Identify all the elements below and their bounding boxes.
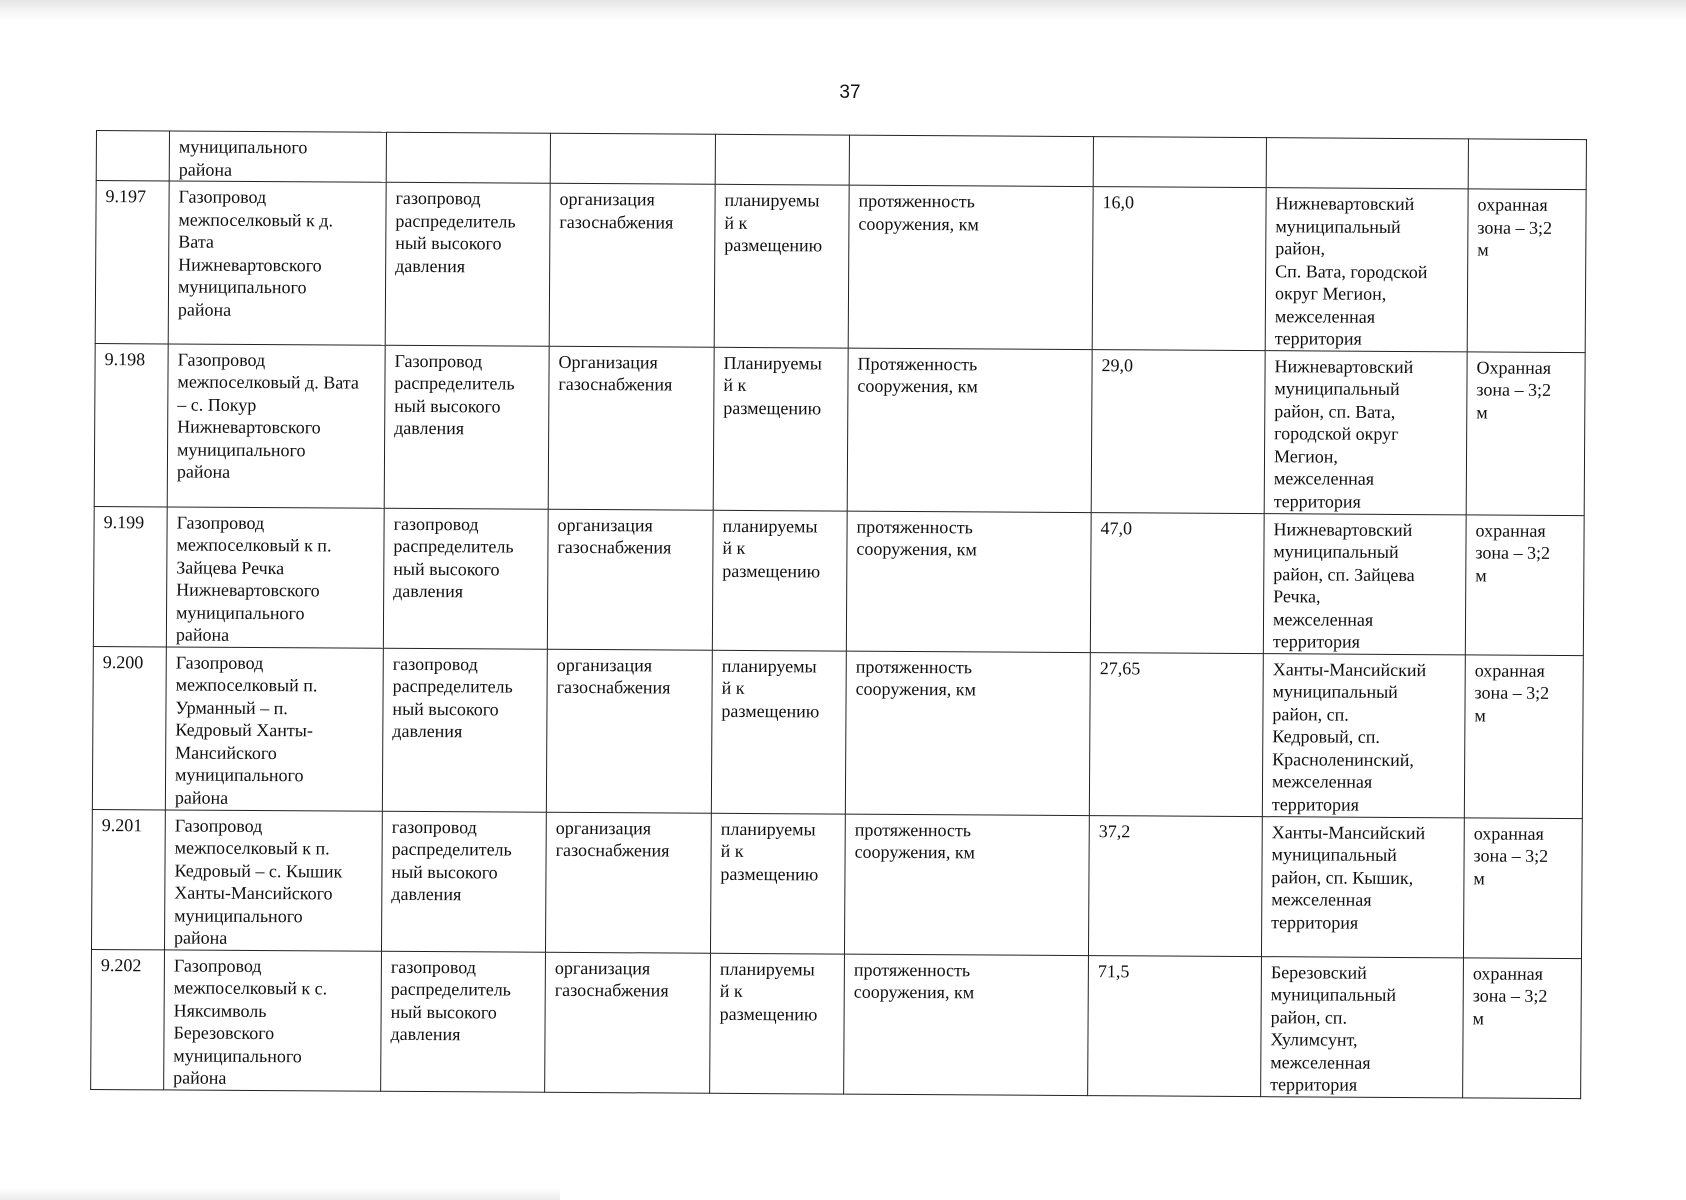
object-type-cell: газопровод распределитель ный высокого давления — [381, 811, 546, 952]
protection-zone-cell: охранная зона – 3;2 м — [1467, 189, 1586, 352]
parameter-cell — [849, 135, 1093, 186]
gas-pipeline-table — [90, 130, 1587, 1099]
purpose-cell: организация газоснабжения — [549, 183, 715, 347]
value-cell: 16,0 — [1092, 187, 1266, 351]
object-name-cell: муниципального района — [169, 131, 386, 182]
object-name-cell: Газопровод межпоселковый к п. Зайцева Речка Нижневартовского муниципального района — [166, 506, 384, 647]
purpose-cell: Организация газоснабжения — [548, 346, 714, 510]
row-number-cell: 9.197 — [95, 181, 169, 344]
table-row — [91, 949, 1582, 1098]
location-cell: Нижневартовский муниципальный район, сп. Вата, городской округ Мегион, межселенная территория — [1264, 350, 1467, 514]
table-row — [95, 181, 1586, 353]
status-cell: планируемы й к размещению — [710, 953, 845, 1094]
value-cell: 47,0 — [1090, 512, 1264, 653]
row-number-cell: 9.200 — [92, 646, 166, 809]
location-cell: Нижневартовский муниципальный район, Сп. Вата, городской округ Мегион, межселенная территория — [1265, 188, 1468, 352]
object-type-cell: газопровод распределитель ный высокого давления — [383, 508, 548, 649]
purpose-cell: организация газоснабжения — [546, 649, 712, 813]
location-cell: Ханты-Мансийский муниципальный район, сп. Кышик, межселенная территория — [1261, 816, 1464, 957]
object-type-cell: газопровод распределитель ный высокого давления — [382, 648, 547, 812]
protection-zone-cell: охранная зона – 3;2 м — [1463, 957, 1582, 1098]
protection-zone-cell: Охранная зона – 3;2 м — [1466, 351, 1585, 515]
location-cell: Нижневартовский муниципальный район, сп. Зайцева Речка, межселенная территория — [1263, 513, 1466, 654]
row-number-cell: 9.199 — [93, 506, 167, 646]
value-cell: 37,2 — [1088, 815, 1262, 956]
row-number-cell: 9.201 — [91, 809, 165, 949]
parameter-cell: протяженность сооружения, км — [846, 511, 1091, 652]
status-cell: планируемы й к размещению — [711, 650, 846, 814]
object-name-cell: Газопровод межпоселковый к д. Вата Нижневартовского муниципального района — [168, 181, 386, 345]
table-row — [92, 646, 1583, 818]
status-cell: планируемы й к размещению — [712, 510, 847, 651]
location-cell — [1266, 138, 1468, 189]
parameter-cell: протяженность сооружения, км — [844, 954, 1089, 1095]
object-type-cell: Газопровод распределитель ный высокого давления — [384, 345, 549, 509]
row-number-cell — [96, 131, 169, 181]
protection-zone-cell: охранная зона – 3;2 м — [1465, 514, 1584, 655]
parameter-cell: протяженность сооружения, км — [848, 185, 1093, 349]
status-cell: планируемы й к размещению — [710, 813, 845, 954]
purpose-cell: организация газоснабжения — [545, 952, 711, 1093]
parameter-cell: Протяженность сооружения, км — [847, 348, 1092, 512]
protection-zone-cell: охранная зона – 3;2 м — [1464, 654, 1583, 818]
object-name-cell: Газопровод межпоселковый д. Вата – с. Покур Нижневартовского муниципального района — [167, 343, 385, 507]
protection-zone-cell: охранная зона – 3;2 м — [1463, 817, 1582, 958]
row-number-cell: 9.202 — [91, 949, 165, 1089]
scan-shadow-bottom — [0, 1188, 560, 1200]
location-cell: Ханты-Мансийский муниципальный район, сп. Кедровый, сп. Красноленинский, межселенная территория — [1262, 653, 1465, 817]
object-name-cell: Газопровод межпоселковый к с. Няксимволь Березовского муниципального района — [164, 949, 382, 1090]
row-number-cell: 9.198 — [94, 343, 168, 506]
page-number: 37 — [839, 82, 861, 103]
purpose-cell — [550, 133, 715, 184]
status-cell: Планируемы й к размещению — [713, 347, 848, 511]
parameter-cell: протяженность сооружения, км — [845, 651, 1090, 815]
scan-shadow-top — [0, 0, 1686, 22]
protection-zone-cell — [1468, 139, 1586, 190]
status-cell: планируемы й к размещению — [714, 184, 849, 347]
table-row — [96, 131, 1586, 190]
table-row — [93, 506, 1584, 655]
value-cell: 29,0 — [1091, 349, 1265, 513]
object-type-cell: газопровод распределитель ный высокого давления — [385, 182, 550, 345]
object-type-cell: газопровод распределитель ный высокого давления — [381, 951, 546, 1092]
object-name-cell: Газопровод межпоселковый п. Урманный – п. Кедровый Ханты- Мансийского муниципального района — [165, 646, 383, 810]
location-cell: Березовский муниципальный район, сп. Хулимсунт, межселенная территория — [1261, 956, 1464, 1097]
value-cell: 27,65 — [1089, 652, 1263, 816]
table-row — [94, 343, 1585, 515]
purpose-cell: организация газоснабжения — [547, 509, 713, 650]
parameter-cell: протяженность сооружения, км — [844, 814, 1089, 955]
value-cell: 71,5 — [1088, 955, 1262, 1096]
object-type-cell — [386, 132, 550, 183]
object-name-cell: Газопровод межпоселковый к п. Кедровый – с. Кышик Ханты-Мансийского муниципального района — [164, 809, 382, 950]
purpose-cell: организация газоснабжения — [545, 812, 711, 953]
value-cell — [1093, 137, 1266, 188]
table-row — [91, 809, 1582, 958]
status-cell — [715, 134, 849, 185]
